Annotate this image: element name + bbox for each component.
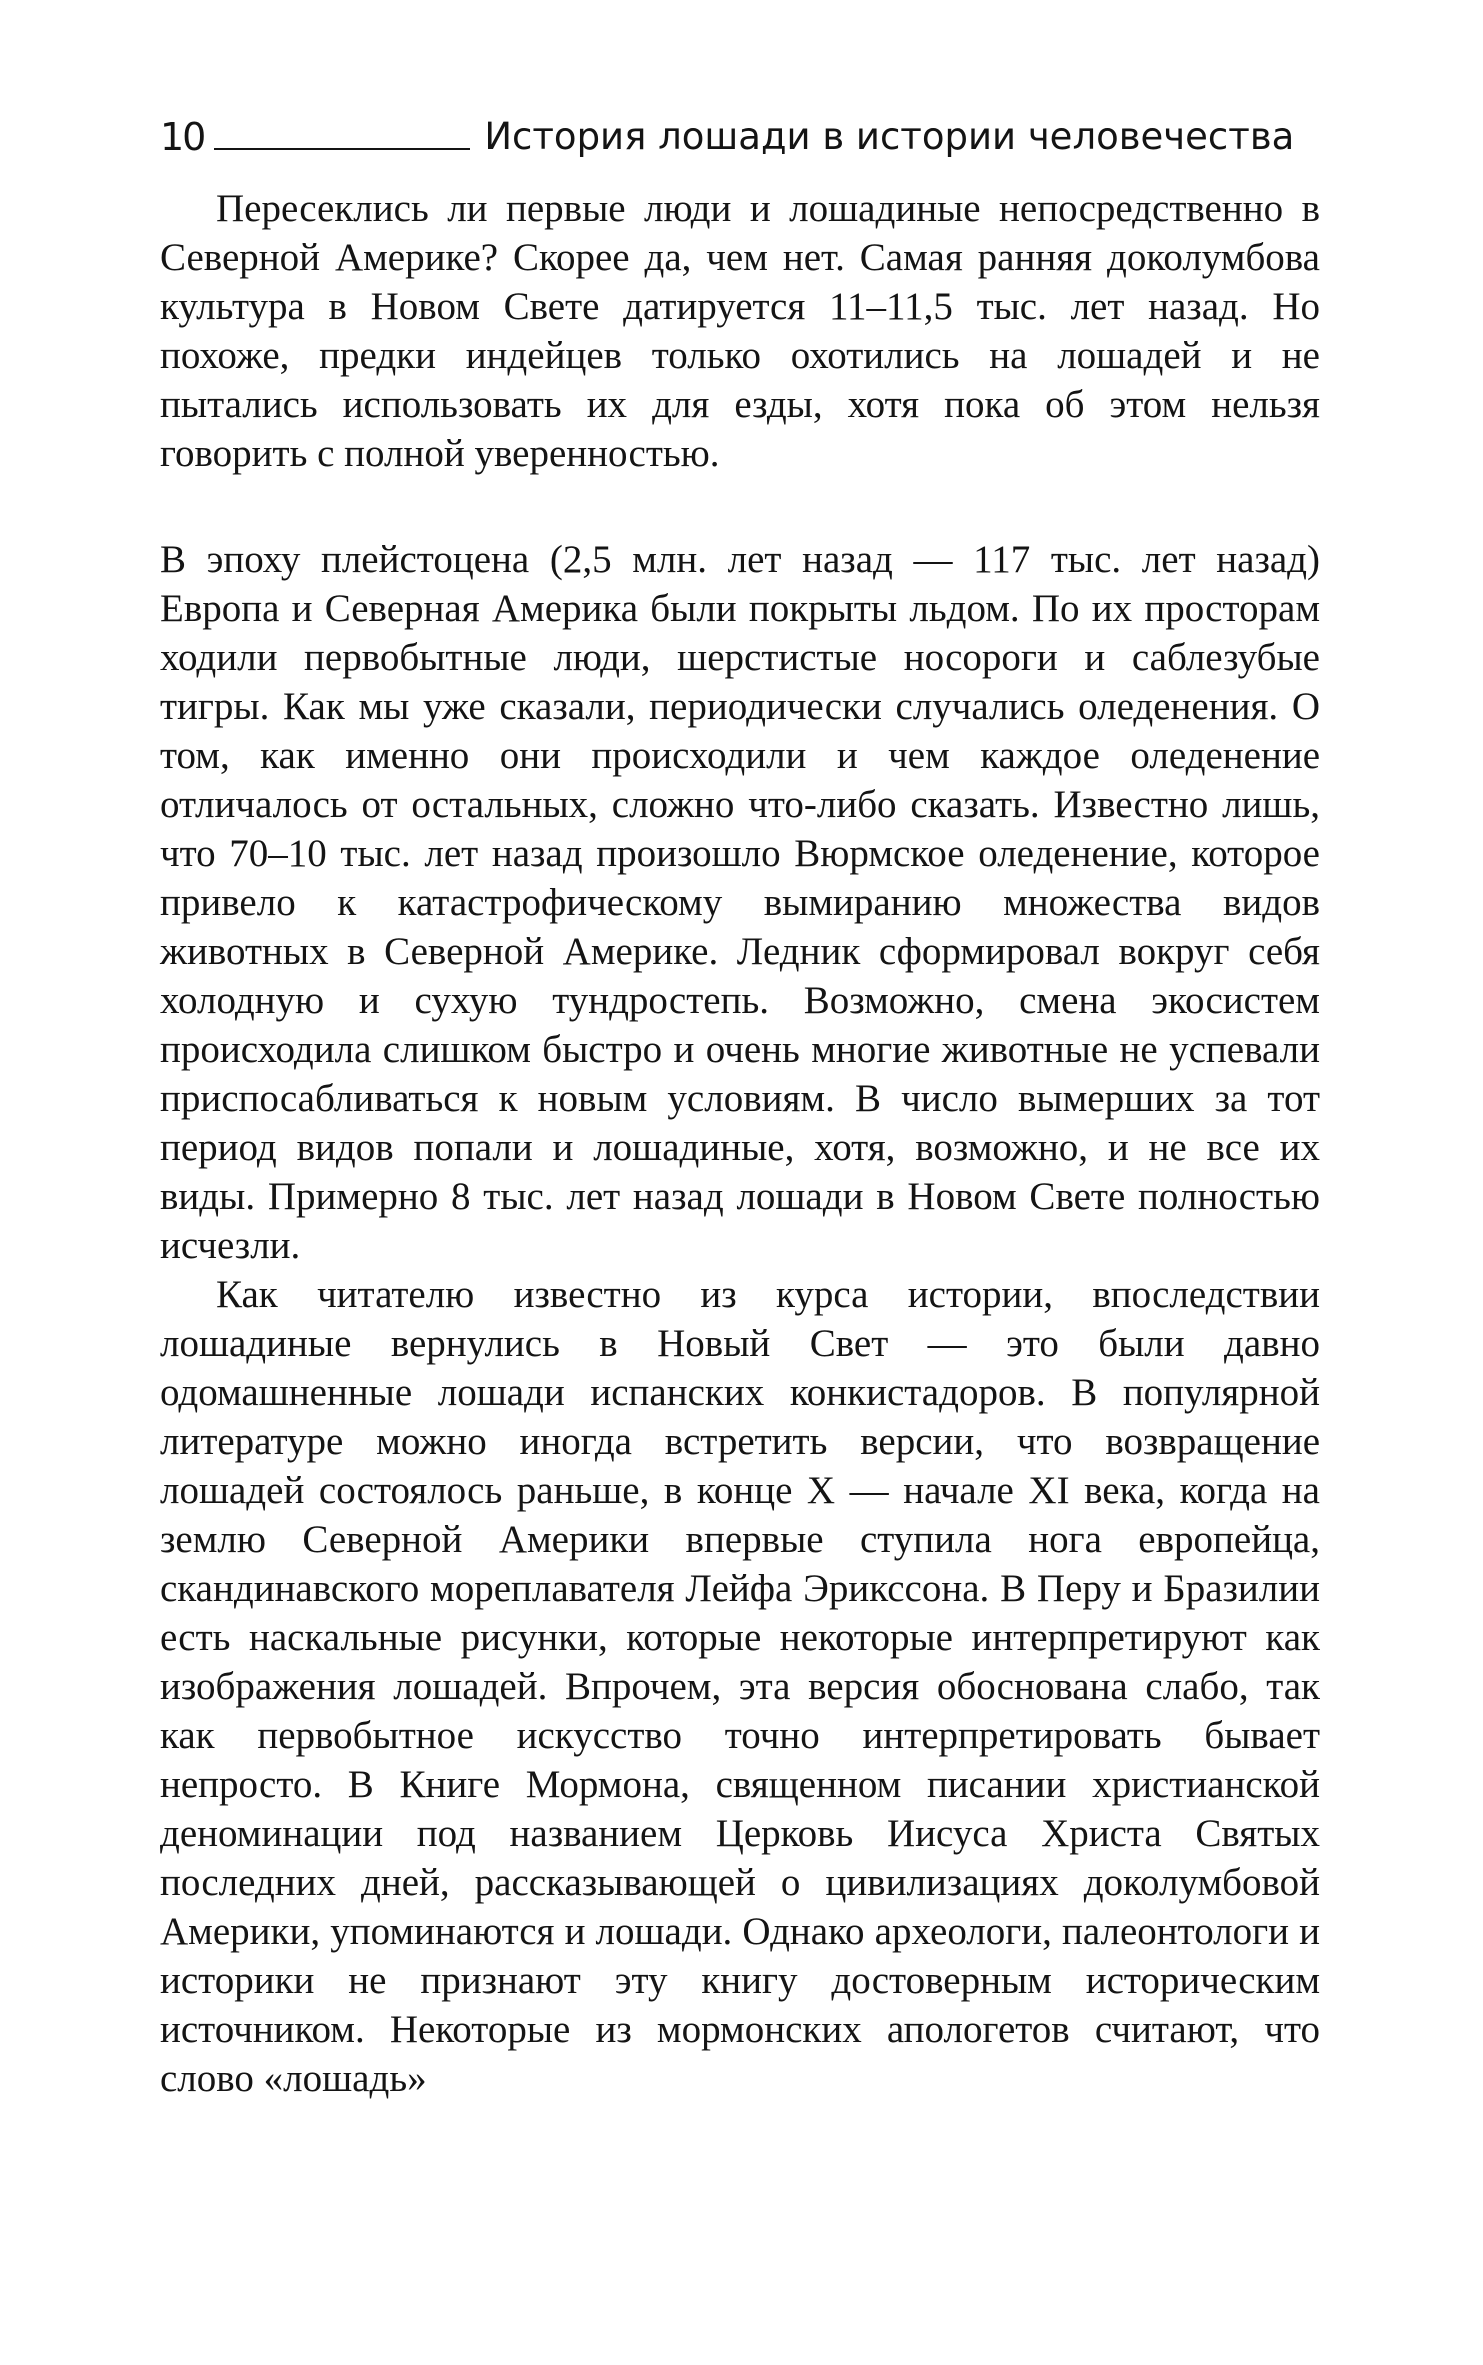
paragraph: Пересеклись ли первые люди и лошадиные непосредственно в Северной Америке? Скорее да, чем нет. Самая ранняя доколумбова культура в Новом Свете датируется 11–11,5 тыс. лет назад. Но похоже, предки индейцев только охотились на лошадей и не пытались использовать их для езды, хотя пока об этом нельзя говорить с полной уверенностью. (160, 187, 1320, 475)
body-text (160, 184, 1320, 2103)
paragraph: В эпоху плейстоцена (2,5 млн. лет назад — 117 тыс. лет назад) Европа и Северная Америка были покрыты льдом. По их просторам ходили первобытные люди, шерстистые носороги и саблезубые тигры. Как мы уже сказали, периодически случались оледенения. О том, как именно они происходили и чем каждое оледенение отличалось от остальных, сложно что-либо сказать. Известно лишь, что 70–10 тыс. лет назад произошло Вюрмское оледенение, которое привело к катастрофическому вымиранию множества видов животных в Северной Америке. Ледник сформировал вокруг себя холодную и сухую тундростепь. Возможно, смена экосистем происходила слишком быстро и очень многие животные не успевали приспосабливаться к новым условиям. В число вымерших за тот период видов попали и лошадиные, хотя, возможно, и не все их виды. Примерно 8 тыс. лет назад лошади в Новом Свете полностью исчезли. (160, 538, 1320, 1267)
page-number: 10 (160, 115, 205, 159)
running-head-title: История лошади в истории человечества (484, 115, 1295, 158)
running-head (160, 100, 1320, 160)
paragraph: Как читателю известно из курса истории, впоследствии лошадиные вернулись в Новый Свет — это были давно одомашненные лошади испанских конкистадоров. В популярной литературе можно иногда встретить версии, что возвращение лошадей состоялось раньше, в конце X — начале XI века, когда на землю Северной Америки впервые ступила нога европейца, скандинавского мореплавателя Лейфа Эрикссона. В Перу и Бразилии есть наскальные рисунки, которые некоторые интерпретируют как изображения лошадей. Впрочем, эта версия обоснована слабо, так как первобытное искусство точно интерпретировать бывает непросто. В Книге Мормона, священном писании христианской деноминации под названием Церковь Иисуса Христа Святых последних дней, рассказывающей о цивилизациях доколумбовой Америки, упоминаются и лошади. Однако археологи, палеонтологи и историки не признают эту книгу достоверным историческим источником. Некоторые из мормонских апологетов считают, что слово «лошадь» (160, 1273, 1320, 2100)
header-rule (214, 148, 470, 150)
